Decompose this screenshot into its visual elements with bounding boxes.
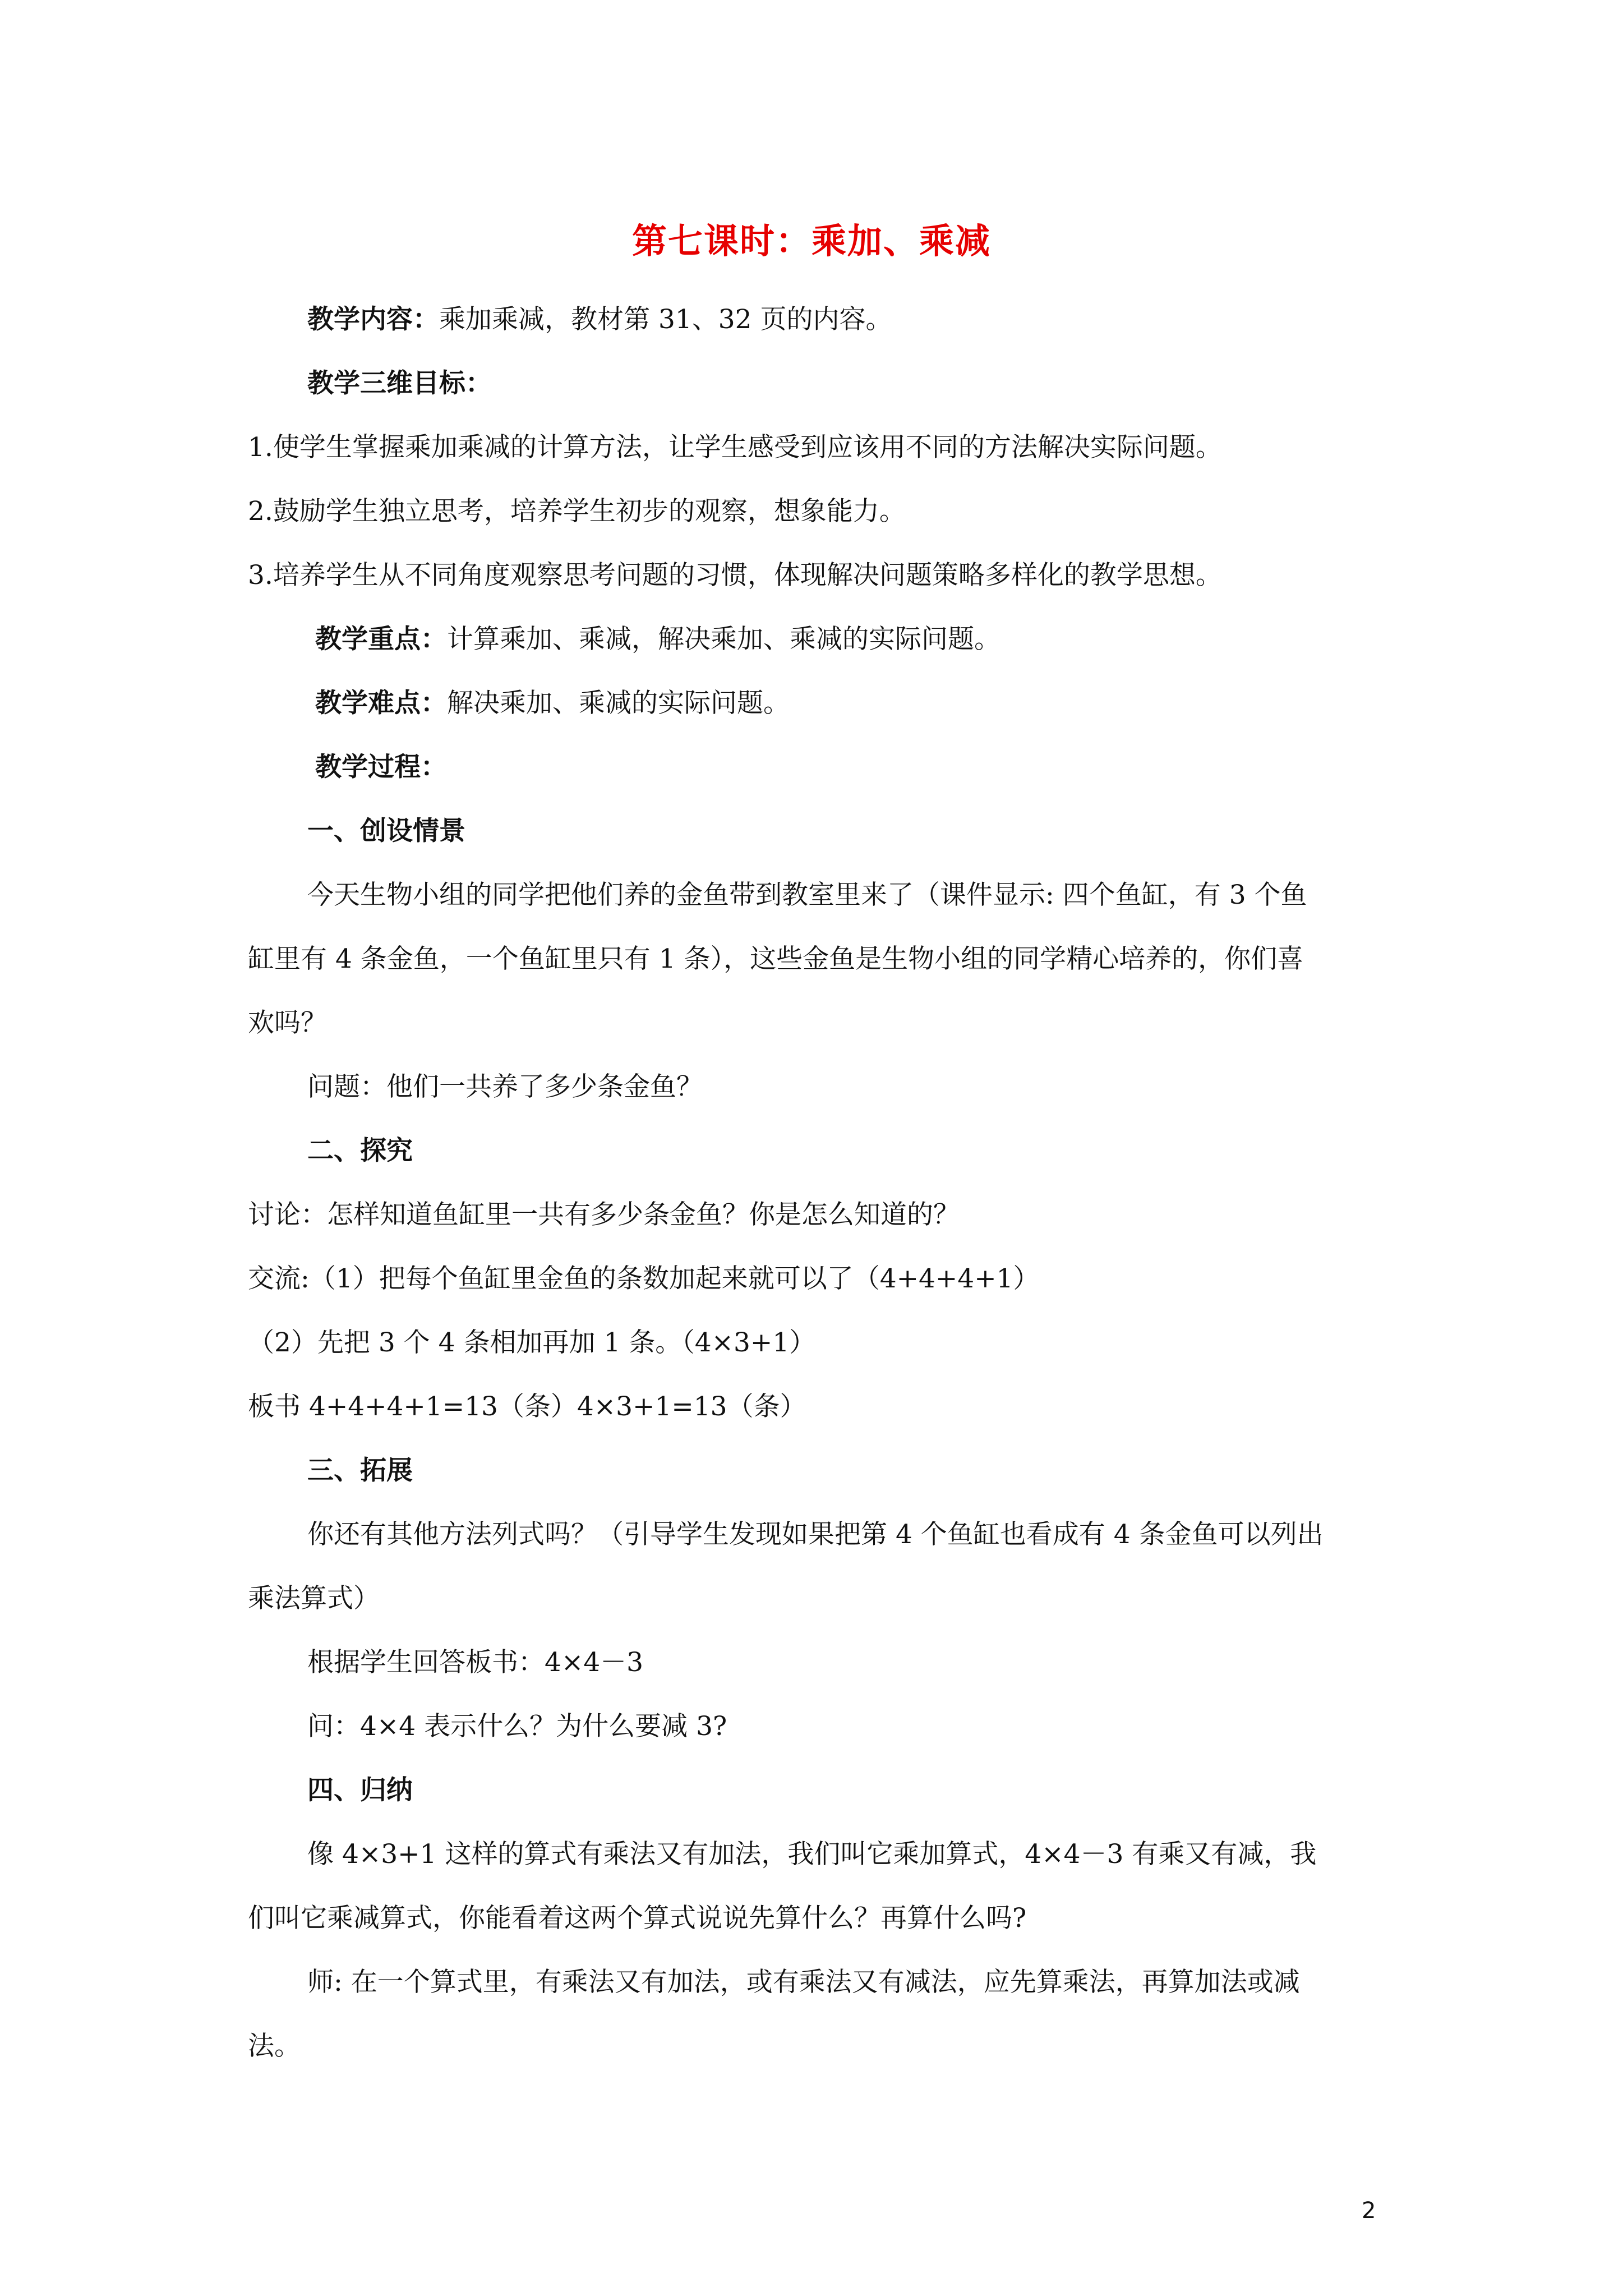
discussion-line: （2）先把 3 个 4 条相加再加 1 条。（4×3+1）: [248, 1327, 816, 1358]
paragraph-line: 你还有其他方法列式吗？（引导学生发现如果把第 4 个鱼缸也看成有 4 条金鱼可以列出: [307, 1519, 1324, 1550]
goal-item: 1.使学生掌握乘加乘减的计算方法，让学生感受到应该用不同的方法解决实际问题。: [248, 432, 1222, 463]
paragraph-line: 乘法算式）: [248, 1583, 380, 1614]
teaching-content-text: 乘加乘减，教材第 31、32 页的内容。: [439, 304, 892, 335]
paragraph-line: 今天生物小组的同学把他们养的金鱼带到教室里来了（课件显示: 四个鱼缸，有 3 个鱼: [307, 880, 1307, 910]
goal-item: 3.培养学生从不同角度观察思考问题的习惯，体现解决问题策略多样化的教学思想。: [248, 560, 1222, 591]
section-heading: 二、探究: [307, 1135, 413, 1166]
teaching-content-label: 教学内容：: [307, 304, 439, 335]
teaching-content: [307, 303, 892, 337]
page-number: 2: [1362, 2198, 1376, 2224]
teacher-line: 师: 在一个算式里，有乘法又有加法，或有乘法又有减法，应先算乘法，再算加法或减: [307, 1967, 1300, 1998]
key-point-label: 教学重点：: [315, 624, 447, 655]
section-heading: 四、归纳: [307, 1775, 413, 1806]
goal-item: 2.鼓励学生独立思考，培养学生初步的观察，想象能力。: [248, 496, 906, 527]
question-line: 问：4×4 表示什么？为什么要减 3?: [307, 1711, 727, 1742]
difficult-point-text: 解决乘加、乘减的实际问题。: [447, 688, 790, 719]
discussion-line: 讨论：怎样知道鱼缸里一共有多少条金鱼？你是怎么知道的？: [248, 1199, 960, 1230]
board-line: 根据学生回答板书：4×4－3: [307, 1647, 644, 1678]
section-heading: 一、创设情景: [307, 816, 465, 846]
question-line: 问题：他们一共养了多少条金鱼？: [307, 1071, 703, 1102]
paragraph-line: 像 4×3+1 这样的算式有乘法又有加法，我们叫它乘加算式，4×4－3 有乘又有减，我: [307, 1839, 1317, 1870]
paragraph-line: 们叫它乘减算式，你能看着这两个算式说说先算什么？再算什么吗?: [248, 1903, 1027, 1934]
board-line: 板书 4+4+4+1=13（条）4×3+1=13（条）: [248, 1391, 806, 1422]
goals-heading: 教学三维目标：: [307, 368, 492, 399]
key-point: [315, 623, 1000, 656]
page-title: 第七课时：乘加、乘减: [631, 220, 991, 261]
process-heading: 教学过程：: [315, 752, 447, 783]
teacher-line: 法。: [248, 2031, 301, 2062]
difficult-point: [315, 687, 790, 720]
paragraph-line: 缸里有 4 条金鱼，一个鱼缸里只有 1 条），这些金鱼是生物小组的同学精心培养的，你们喜: [248, 944, 1304, 974]
difficult-point-label: 教学难点：: [315, 688, 447, 719]
discussion-line: 交流:（1）把每个鱼缸里金鱼的条数加起来就可以了（4+4+4+1）: [248, 1263, 1040, 1294]
section-heading: 三、拓展: [307, 1455, 413, 1486]
paragraph-line: 欢吗？: [248, 1007, 327, 1038]
key-point-text: 计算乘加、乘减，解决乘加、乘减的实际问题。: [447, 624, 1000, 655]
